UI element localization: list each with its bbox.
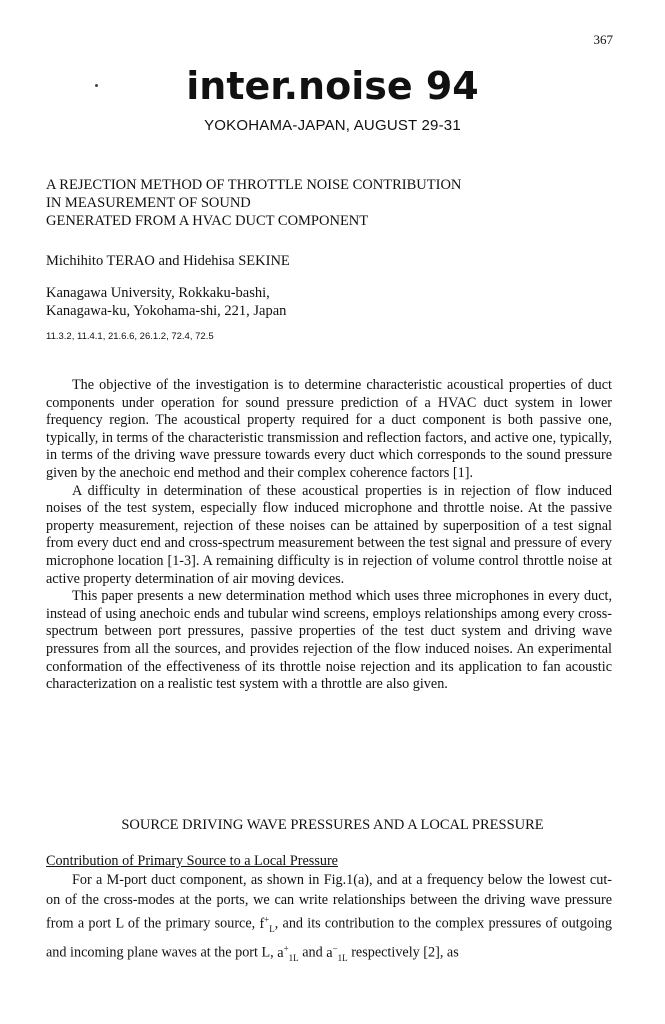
paper-title bbox=[46, 176, 626, 230]
conference-location-date: YOKOHAMA-JAPAN, AUGUST 29-31 bbox=[204, 117, 461, 134]
abstract bbox=[46, 377, 612, 694]
section-paragraph bbox=[46, 871, 612, 968]
authors: Michihito TERAO and Hidehisa SEKINE bbox=[46, 253, 290, 269]
affiliation-line: Kanagawa-ku, Yokohama-shi, 221, Japan bbox=[46, 303, 287, 319]
section-text: and bbox=[298, 944, 327, 961]
classification-codes: 11.3.2, 11.4.1, 21.6.6, 26.1.2, 72.4, 72.5 bbox=[46, 331, 214, 342]
title-line: GENERATED FROM A HVAC DUCT COMPONENT bbox=[46, 213, 369, 229]
conference-logo: inter.noise 94 bbox=[186, 64, 479, 108]
title-line: A REJECTION METHOD OF THROTTLE NOISE CONTRIBUTION bbox=[46, 177, 462, 193]
abstract-paragraph: A difficulty in determination of these acoustical properties is in rejection of flow induced noises of the test system, especially flow induced microphone and throttle noise. At the passive property measurement, rejection of these noises can be attained by superposition of a test signal from every duct end and cross-spectrum measurement between the test signal and pressure of every microphone location [1-3]. A remaining difficulty is in rejection of volume control throttle noise at active property determination of air moving devices. bbox=[46, 482, 612, 587]
symbol-a-outgoing: $a^+_{1L}$ bbox=[277, 943, 299, 963]
abstract-paragraph: The objective of the investigation is to determine characteristic acoustical properties of duct components under operation for sound pressure prediction of a HVAC duct system in lower frequency region. The acoustical property required for a duct component is both passive one, typically, in terms of the characteristic transmission and reflection factors, and active one, typically, in terms of the driving wave pressure towards every duct which corresponds to the sound pressure given by the anechoic end method and their complex coherence factors [1]. bbox=[46, 377, 612, 481]
abstract-paragraph: This paper presents a new determination method which uses three microphones in every duct, instead of using anechoic ends and tubular wind screens, employs relationships among every cross-spectrum between port pressures, passive properties of the test duct system and driving wave pressures from all the sources, and provides rejection of the flow induced noises. An experimental conformation of the effectiveness of its throttle noise rejection and its application to fan acoustic characterization on a realistic test system with a throttle are also given. bbox=[46, 588, 612, 693]
symbol-f: $f^+_L$ bbox=[259, 914, 275, 934]
affiliation-line: Kanagawa University, Rokkaku-bashi, bbox=[46, 285, 270, 301]
subsection-heading: Contribution of Primary Source to a Local Pressure bbox=[46, 853, 338, 869]
section-heading: SOURCE DRIVING WAVE PRESSURES AND A LOCAL PRESSURE bbox=[121, 817, 544, 833]
section-body bbox=[46, 871, 612, 968]
section-text: respectively [2], as bbox=[347, 944, 459, 961]
title-line: IN MEASUREMENT OF SOUND bbox=[46, 195, 251, 211]
affiliation bbox=[46, 284, 286, 320]
page-number: 367 bbox=[593, 32, 613, 47]
section-text: For a M-port duct component, as shown in Fig.1(a), and at a frequency below the lowest cut-on of the cross-modes at the ports, we can write relationships between the driving wave pressure from a port L of the primary source, bbox=[46, 872, 612, 932]
section-text: , and its contribution to the complex pressures of outgoing and incoming plane waves at the port L, bbox=[46, 915, 612, 961]
symbol-a-incoming: $a^-_{1L}$ bbox=[326, 943, 348, 963]
